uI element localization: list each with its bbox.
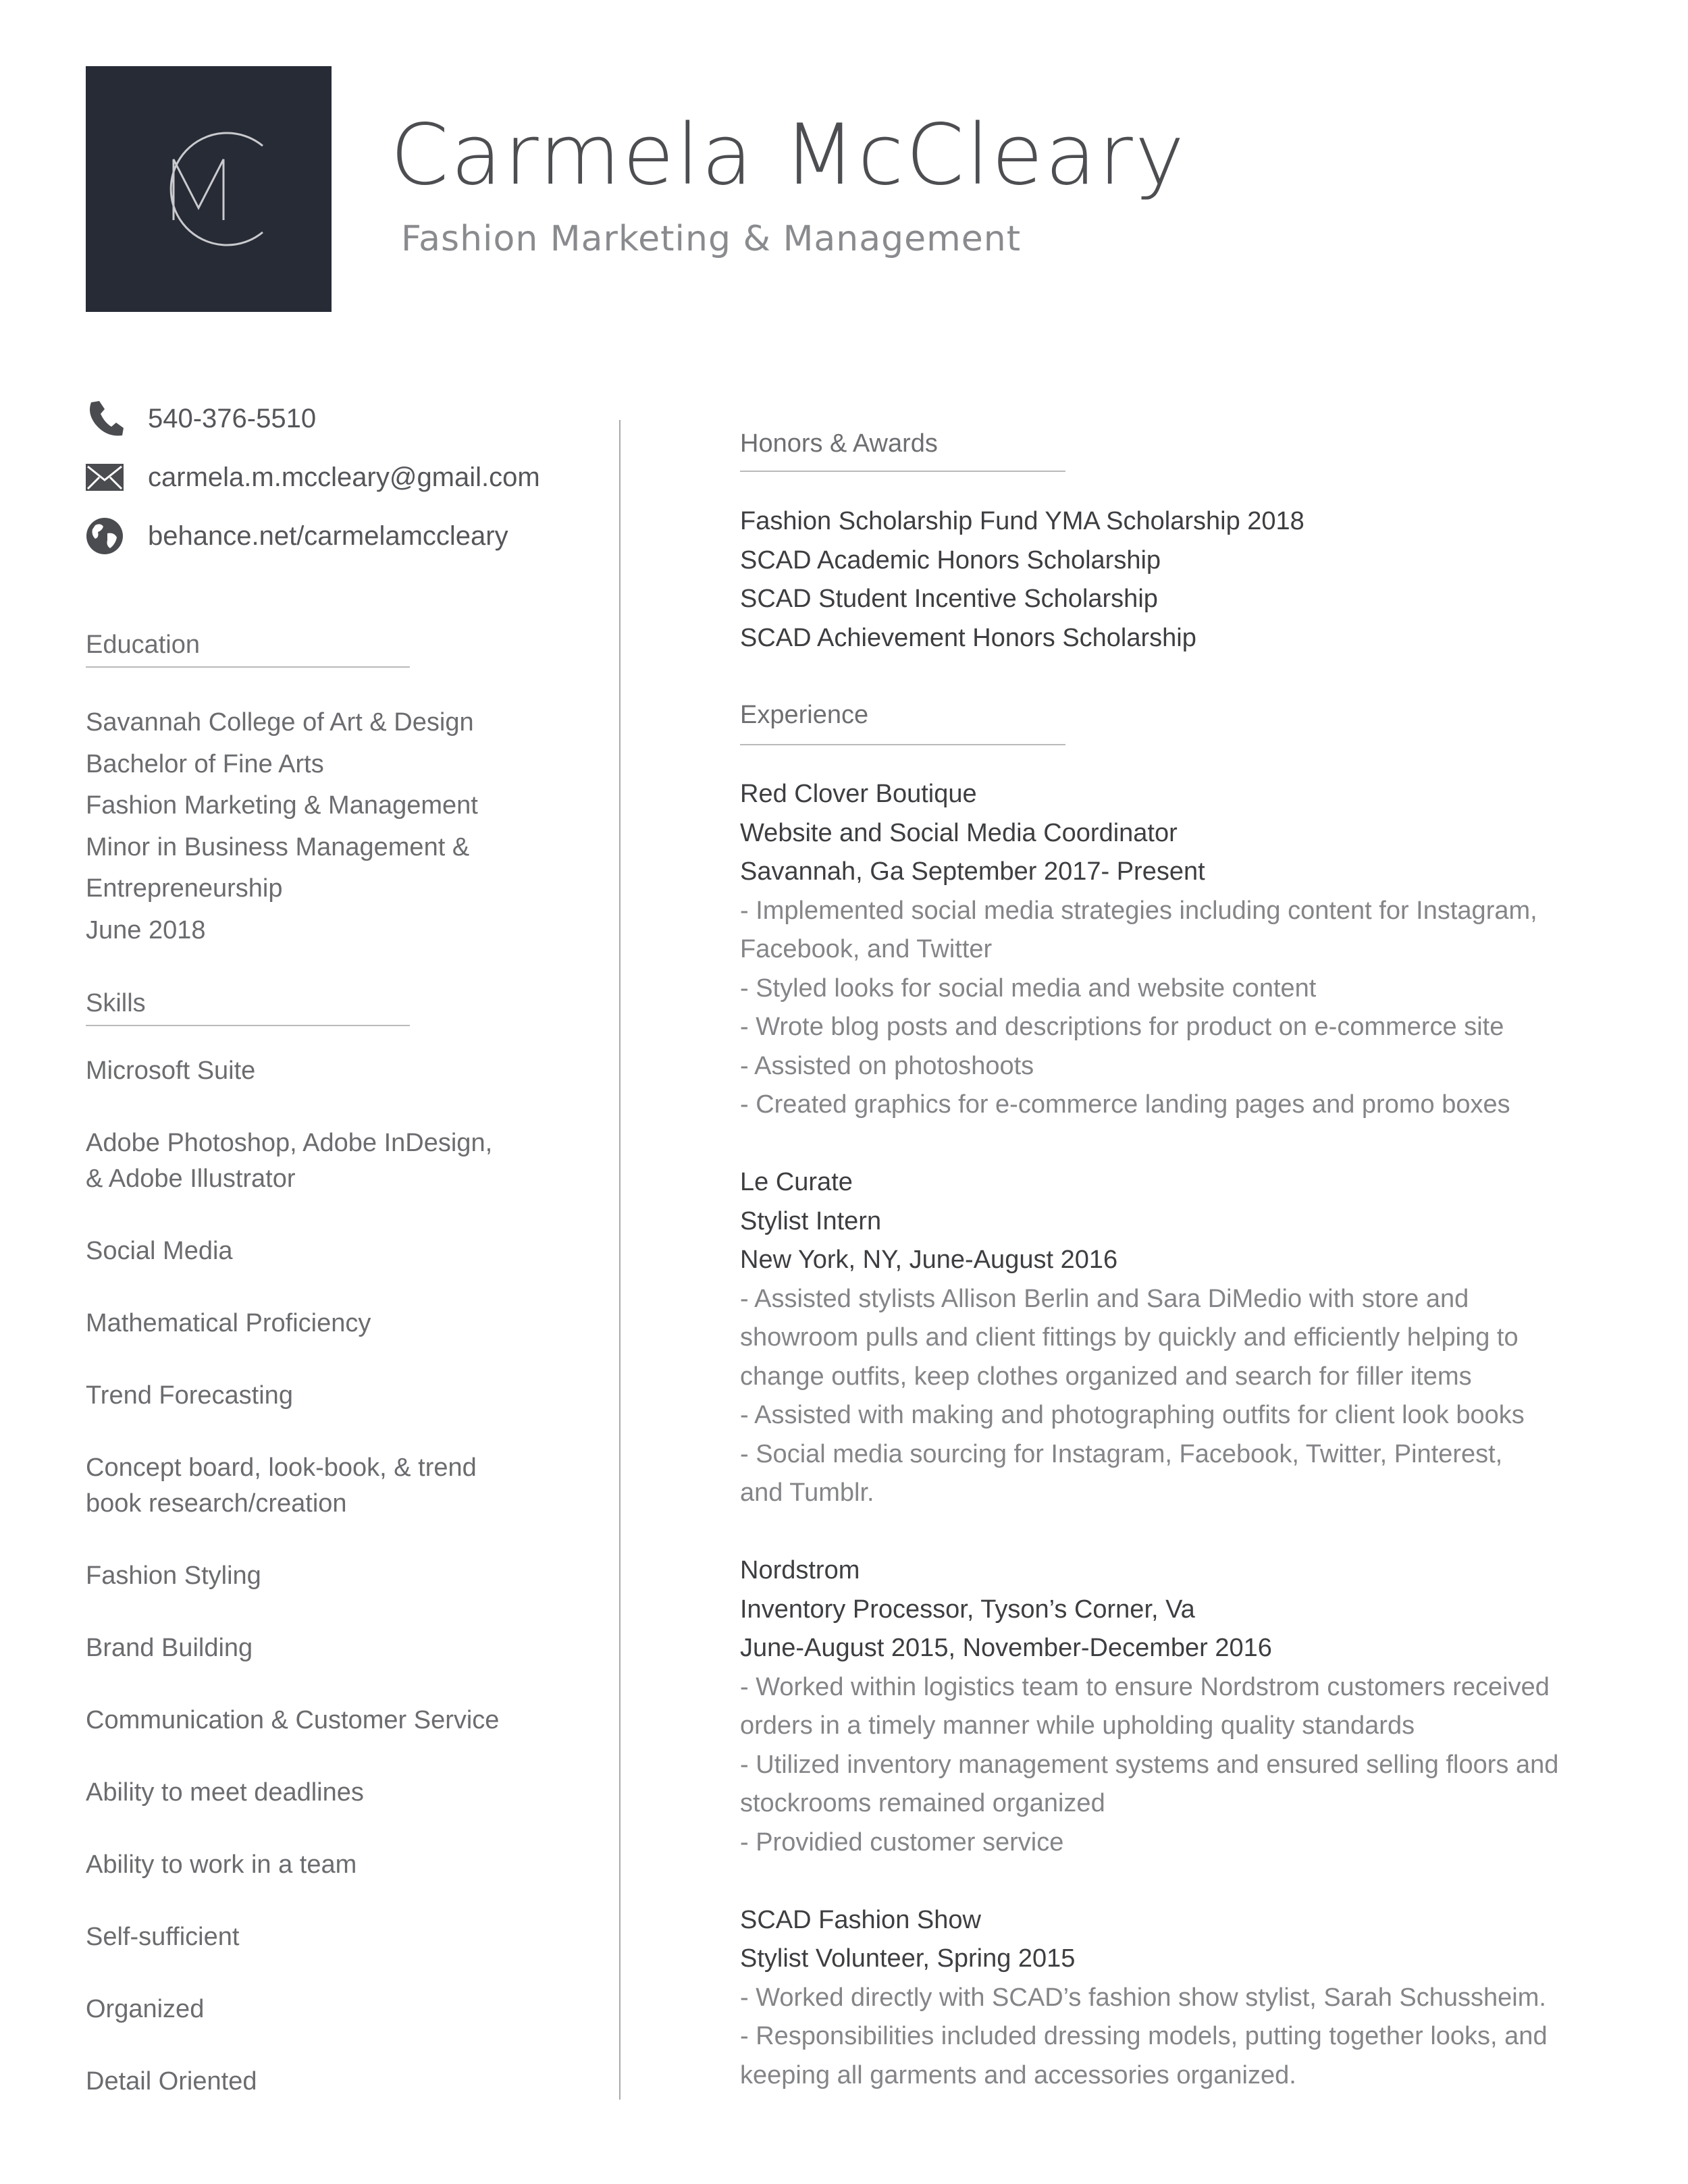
job-bullet: - Assisted with making and photographing outfits for client look books [740,1401,1525,1429]
column-divider [619,420,621,2100]
job-company: Red Clover Boutique [740,780,977,808]
phone-icon [86,398,128,439]
skill-item: Ability to work in a team [86,1850,357,1879]
education-line: Entrepreneurship [86,874,283,903]
job-detail: Stylist Volunteer, Spring 2015 [740,1944,1076,1973]
job-bullet: - Created graphics for e-commerce landing pages and promo boxes [740,1090,1510,1119]
contact-phone [86,398,316,439]
email-address[interactable]: carmela.m.mccleary@gmail.com [148,462,540,492]
honors-rule [740,471,1065,472]
job-bullet: - Worked within logistics team to ensure Nordstrom customers received [740,1672,1550,1701]
skill-item: Mathematical Proficiency [86,1309,371,1337]
skill-item: Trend Forecasting [86,1381,293,1410]
education-line: Fashion Marketing & Management [86,791,478,820]
skill-item: Social Media [86,1237,233,1265]
monogram-logo [86,66,332,312]
job-bullet: - Assisted stylists Allison Berlin and Sara DiMedio with store and [740,1284,1469,1313]
job-bullet: - Responsibilities included dressing models, putting together looks, and [740,2022,1548,2050]
skill-item: Organized [86,1995,205,2023]
job-bullet: - Worked directly with SCAD’s fashion show stylist, Sarah Schussheim. [740,1983,1546,2012]
candidate-title: Fashion Marketing & Management [401,219,1022,259]
job-bullet: change outfits, keep clothes organized and search for filler items [740,1362,1472,1391]
education-line: Minor in Business Management & [86,832,470,861]
phone-number[interactable]: 540-376-5510 [148,403,317,433]
job-bullet: - Implemented social media strategies including content for Instagram, [740,896,1537,925]
experience-rule [740,744,1065,745]
skills-rule [86,1025,410,1026]
skill-item: Concept board, look-book, & trend [86,1454,477,1482]
job-detail: Inventory Processor, Tyson’s Corner, Va [740,1595,1195,1624]
job-bullet: - Providied customer service [740,1828,1064,1857]
globe-icon [86,516,128,556]
skill-item: Adobe Photoshop, Adobe InDesign, [86,1129,493,1157]
honor-item: Fashion Scholarship Fund YMA Scholarship 2018 [740,507,1304,535]
job-bullet: stockrooms remained organized [740,1789,1105,1817]
job-detail: Savannah, Ga September 2017- Present [740,857,1205,886]
candidate-name: Carmela McCleary [390,107,1187,204]
education-line: June 2018 [86,915,206,944]
job-company: SCAD Fashion Show [740,1905,981,1934]
job-company: Nordstrom [740,1556,860,1584]
job-detail: Website and Social Media Coordinator [740,818,1178,847]
job-bullet: - Utilized inventory management systems and ensured selling floors and [740,1750,1559,1779]
honors-heading: Honors & Awards [740,429,938,458]
contact-email [86,457,540,498]
education-heading: Education [86,631,201,659]
job-company: Le Curate [740,1168,853,1196]
skill-item: book research/creation [86,1489,347,1518]
experience-heading: Experience [740,701,869,729]
job-bullet: - Assisted on photoshoots [740,1051,1034,1080]
website-url[interactable]: behance.net/carmelamccleary [148,521,508,551]
honor-item: SCAD Academic Honors Scholarship [740,545,1161,575]
skill-item: Communication & Customer Service [86,1706,500,1734]
job-bullet: and Tumblr. [740,1479,874,1507]
job-detail: Stylist Intern [740,1206,882,1235]
mail-icon [86,457,128,498]
honor-item: SCAD Student Incentive Scholarship [740,585,1158,613]
skill-item: Self-sufficient [86,1923,240,1951]
education-line: Savannah College of Art & Design [86,708,474,737]
skill-item: Fashion Styling [86,1562,261,1590]
skill-item: Brand Building [86,1634,253,1662]
education-line: Bachelor of Fine Arts [86,749,324,778]
skills-heading: Skills [86,989,146,1017]
job-bullet: - Wrote blog posts and descriptions for product on e-commerce site [740,1013,1504,1041]
skill-item: & Adobe Illustrator [86,1165,296,1193]
job-bullet: - Styled looks for social media and website content [740,974,1317,1003]
job-bullet: - Social media sourcing for Instagram, Facebook, Twitter, Pinterest, [740,1439,1503,1468]
education-rule [86,666,410,668]
job-bullet: keeping all garments and accessories organized. [740,2060,1296,2089]
monogram-cm-icon [86,66,332,312]
job-bullet: orders in a timely manner while upholding quality standards [740,1711,1415,1740]
skill-item: Detail Oriented [86,2067,257,2096]
job-bullet: Facebook, and Twitter [740,935,993,963]
contact-website [86,516,508,556]
skill-item: Ability to meet deadlines [86,1778,364,1807]
job-detail: New York, NY, June-August 2016 [740,1246,1118,1274]
honor-item: SCAD Achievement Honors Scholarship [740,623,1196,652]
job-bullet: showroom pulls and client fittings by quickly and efficiently helping to [740,1323,1519,1352]
skill-item: Microsoft Suite [86,1057,256,1085]
job-detail: June-August 2015, November-December 2016 [740,1634,1272,1662]
